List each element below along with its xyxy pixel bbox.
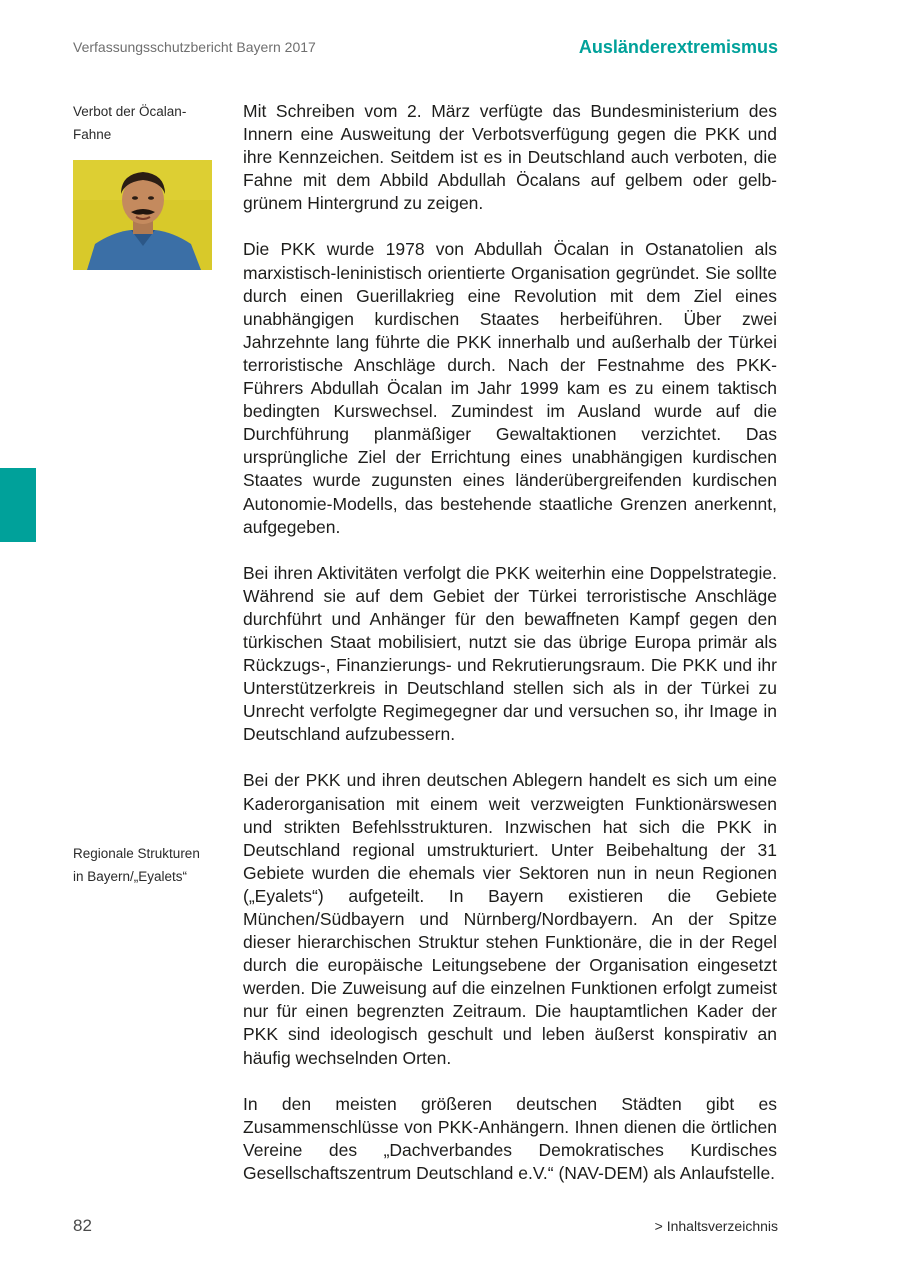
main-text — [243, 100, 777, 1208]
paragraph: Bei ihren Aktivitäten verfolgt die PKK weiterhin eine Doppelstrategie. Während sie auf dem Gebiet der Türkei terroristische Anschläge durchführt und Anhänger für den bewaffneten Kampf gegen den türkischen Staat mobilisiert, nutzt sie das übrige Europa primär als Rückzugs-, Finanzierungs- und Rekrutierungsraum. Die PKK und ihr Unterstützerkreis in Deutschland stellen sich als in der Türkei zu Unrecht verfolgte Regimegegner dar und versuchen so, ihr Image in Deutschland aufzubessern. — [243, 562, 777, 745]
page-number: 82 — [73, 1216, 92, 1235]
header-document-title: Verfassungsschutzbericht Bayern 2017 — [73, 39, 316, 55]
table-of-contents-link[interactable]: > Inhaltsverzeichnis — [654, 1218, 778, 1234]
margin-note-regional-structures: Regionale Strukturen in Bayern/„Eyalets“ — [73, 846, 200, 884]
portrait-photo — [73, 160, 212, 270]
margin-note-flag-ban: Verbot der Öcalan- Fahne — [73, 104, 187, 142]
chapter-side-tab — [0, 468, 36, 542]
header-section-title: Ausländerextremismus — [578, 37, 778, 57]
paragraph: Die PKK wurde 1978 von Abdullah Öcalan in Ostanatolien als marxistisch-leninistisch orientierte Organisation gegründet. Sie sollte durch einen Guerillakrieg eine Revolution mit dem Ziel eines unabhängigen kurdischen Staates herbeiführen. Über zwei Jahrzehnte lang führte die PKK innerhalb und außerhalb der Türkei terroristische Anschläge durch. Nach der Festnahme des PKK-Führers Abdullah Öcalan im Jahr 1999 kam es zu einem taktisch bedingten Kurswechsel. Zumindest im Ausland wurde auf die Durchführung planmäßiger Gewaltaktionen verzichtet. Das ursprüngliche Ziel der Errichtung eines unabhängigen kurdischen Staates wurde zugunsten eines länderübergreifenden kurdischen Autonomie-Modells, das bestehende staatliche Grenzen anerkennt, aufgegeben. — [243, 239, 777, 537]
paragraph: Bei der PKK und ihren deutschen Ablegern handelt es sich um eine Kaderorganisation mit einem weit verzweigten Funktionärswesen und strikten Befehlsstrukturen. Inzwischen hat sich die PKK in Deutschland regional umstrukturiert. Unter Beibehaltung der 31 Gebiete wurden die ehemals vier Sektoren nun in neun Regionen („Eyalets“) aufgeteilt. In Bayern existieren die Gebiete München/Südbayern und Nürnberg/Nordbayern. An der Spitze dieser hierarchischen Struktur stehen Funktionäre, die in der Regel durch die europäische Leitungsebene der Organisation eingesetzt werden. Die Zuweisung auf die einzelnen Funktionen erfolgt zumeist nur für einen begrenzten Zeitraum. Die hauptamtlichen Kader der PKK sind ideologisch geschult und leben äußerst konspirativ an häufig wechselnden Orten. — [243, 770, 777, 1068]
paragraph: Mit Schreiben vom 2. März verfügte das Bundesministerium des Innern eine Ausweitung der Verbotsverfügung gegen die PKK und ihre Kennzeichen. Seitdem ist es in Deutschland auch verboten, die Fahne mit dem Abbild Abdullah Öcalans auf gelbem oder gelb-grünem Hintergrund zu zeigen. — [243, 101, 777, 214]
paragraph: In den meisten größeren deutschen Städten gibt es Zusammenschlüsse von PKK-Anhängern. Ihnen dienen die örtlichen Vereine des „Dachverbandes Demokratisches Kurdisches Gesellschaftszentrum Deutschland e.V.“ (NAV-DEM) als Anlaufstelle. — [243, 1093, 777, 1183]
